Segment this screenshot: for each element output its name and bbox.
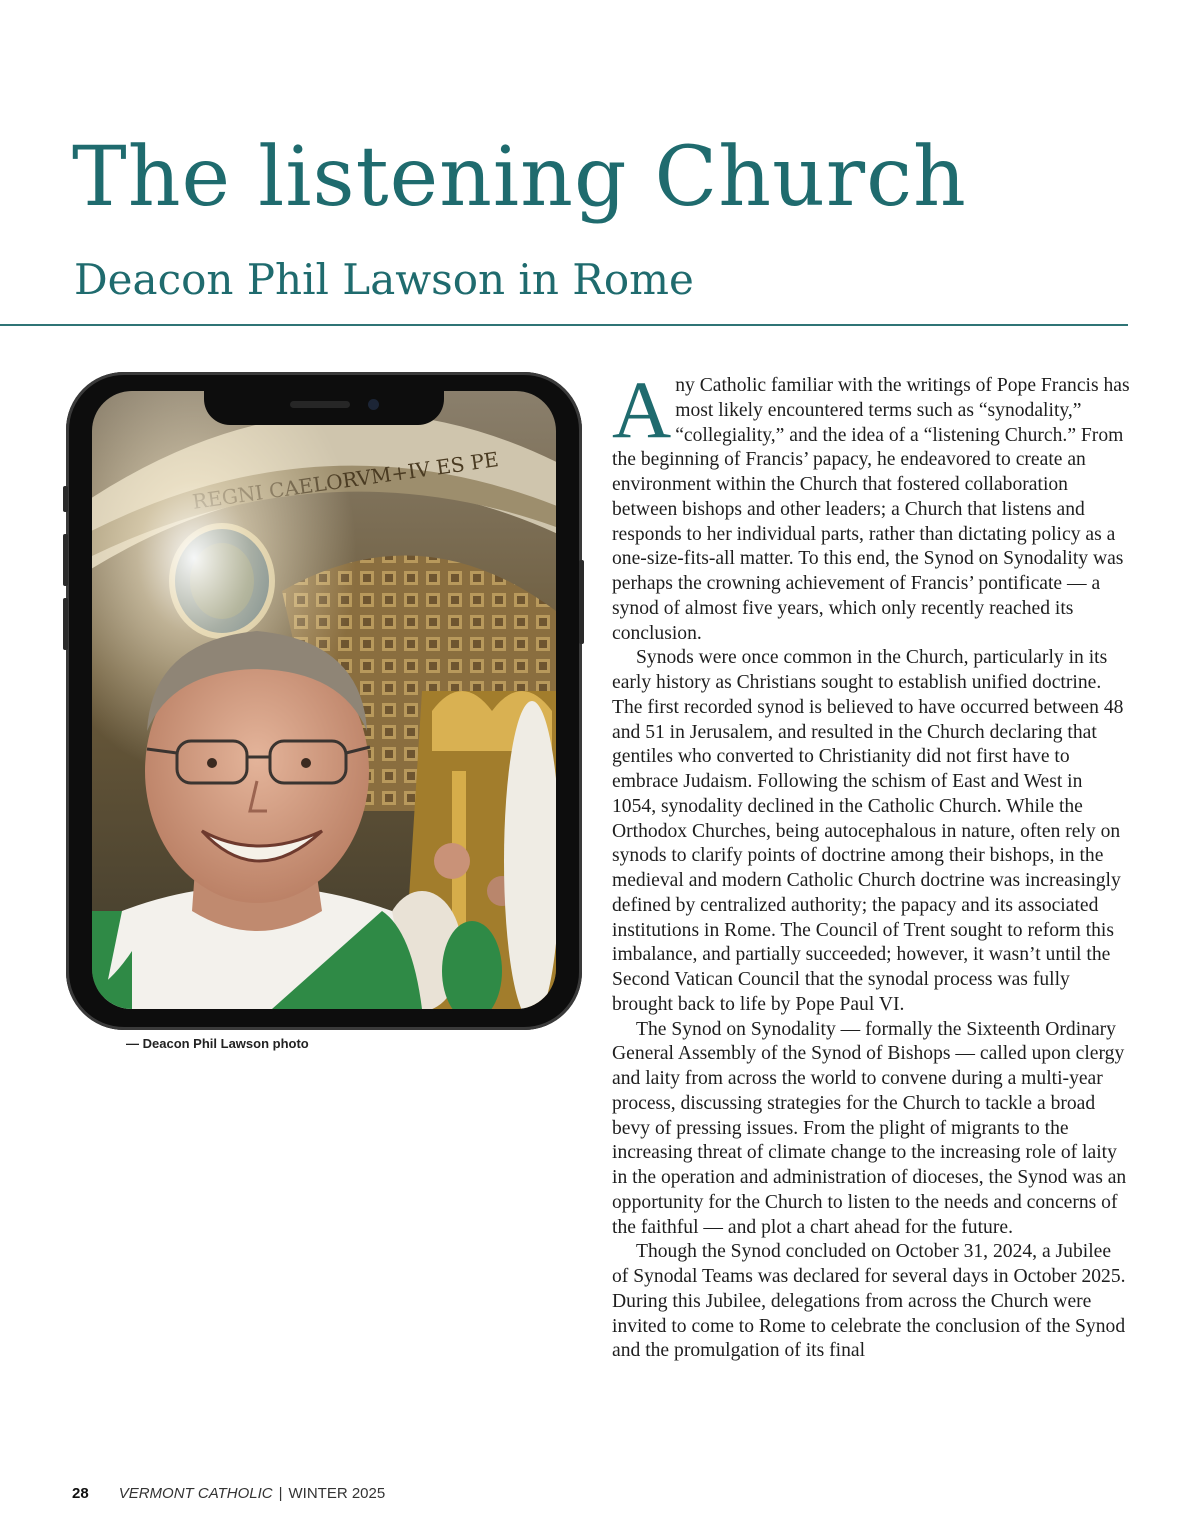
- article-paragraph-3: The Synod on Synodality — formally the Sixteenth Ordinary General Assembly of the Synod of Bishops — called upon clergy and laity from across the world to convene during a multi-year process, discussing strategies for the Church to tackle a broad bevy of pressing issues. From the plight of migrants to the increasing threat of climate change to the increasing role of laity in the operation and administration of dioceses, the Synod was an opportunity for the Church to listen to the needs and concerns of the faithful — and plot a chart ahead for the future.: [612, 1018, 1127, 1238]
- phone-power-button: [579, 560, 584, 644]
- article-paragraph-4: Though the Synod concluded on October 31, 2024, a Jubilee of Synodal Teams was declared for several days in October 2025. During this Jubilee, delegations from across the Church were invited to come to Rome to celebrate the conclusion of the Synod and the promulgation of its final: [612, 1241, 1126, 1362]
- article-paragraph-2: Synods were once common in the Church, particularly in its early history as Christians sought to establish unified doctrine. The first recorded synod is believed to have occurred between 48 and 51 in Jerusalem, and resulted in the Church declaring that gentiles who converted to Christianity did not first have to embrace Judaism. Following the schism of East and West in 1054, synodality declined in the Catholic Church. While the Orthodox Churches, being autocephalous in nature, often rely on synods to clarify points of doctrine among their bishops, in the medieval and modern Catholic Church doctrine was increasingly defined by centralized authority; the papacy and its associated institutions in Rome. The Council of Trent sought to reform this imbalance, and partially succeeded; however, it wasn’t until the Second Vatican Council that the synodal process was fully brought back to life by Pope Paul VI.: [612, 647, 1124, 1015]
- article-body: [612, 364, 1130, 1364]
- issue-label: WINTER 2025: [288, 1485, 386, 1502]
- photo-screen: [92, 391, 556, 1009]
- page-number: 28: [72, 1485, 89, 1502]
- drop-cap: A: [612, 364, 672, 455]
- publication-name: VERMONT CATHOLIC: [118, 1485, 273, 1502]
- page-footer: [72, 1484, 385, 1504]
- phone-speaker-icon: [290, 401, 350, 408]
- phone-camera-icon: [368, 399, 379, 410]
- footer-separator: |: [278, 1485, 283, 1502]
- article-paragraph-1-text: ny Catholic familiar with the writings of Pope Francis has most likely encountered terms such as “synodality,” “collegiality,” and the idea of a “listening Church.” From the beginning of Francis’ papacy, he endeavored to create an environment within the Church that fostered collaboration between bishops and other leaders; a Church that listens and responds to her individual parts, rather than dictating policy as a one-size-fits-all matter. To this end, the Synod on Synodality was perhaps the crowning achievement of Francis’ pontificate — a synod of almost five years, which only recently reached its conclusion.: [612, 375, 1130, 644]
- header-divider: [0, 324, 1128, 326]
- page-subtitle: Deacon Phil Lawson in Rome: [74, 255, 694, 304]
- phone-volume-down-button: [63, 598, 68, 650]
- phone-side-button: [63, 486, 68, 512]
- article-paragraph-1: [612, 364, 1130, 646]
- page-title: The listening Church: [72, 130, 967, 225]
- selfie-photo: [92, 391, 556, 1009]
- phone-volume-up-button: [63, 534, 68, 586]
- photo-caption: — Deacon Phil Lawson photo: [126, 1036, 309, 1051]
